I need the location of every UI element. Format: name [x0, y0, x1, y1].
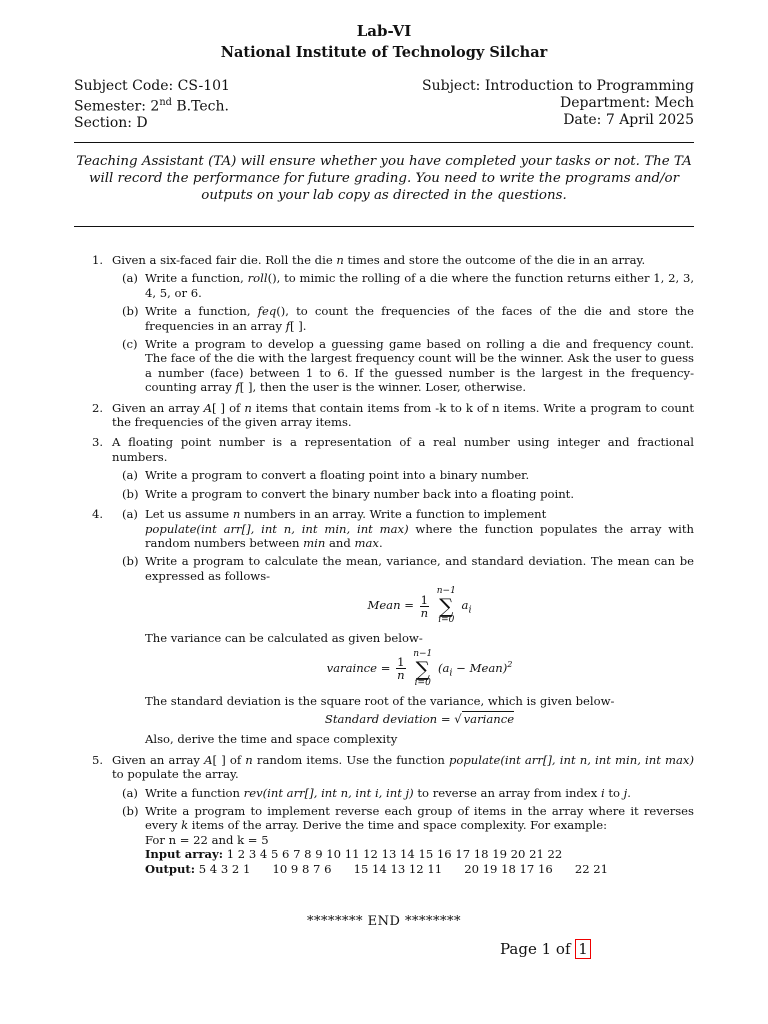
institute-name: National Institute of Technology Silchar	[220, 44, 548, 61]
subject: Subject: Introduction to Programming	[422, 78, 694, 94]
question-4: 4. (a) Let us assume n numbers in an array. Write a function to implement populate(int arr[], int n, int min, int max) where the function populates the array with random numbers between min and max. (b) Write a program to calculate the mean, variance, and standard deviation. The mean can be expressed as follows- Mean = $\frac{1}{n}$ n−1 ∑ i=0 $a_i$ The variance can be calculated as given below- varaince = $\frac{1}{n}$ n−1 ∑ i=0 ($a_i$ − Mean)$^2$ The standard deviation is the square root of the variance, which is given below- Standard deviation = √ variance Also, derive the time and space complexity	[92, 507, 694, 747]
question-list	[74, 253, 694, 882]
meta-right	[422, 78, 694, 128]
question-4a: (a) Let us assume n numbers in an array. Write a function to implement populate(int arr[], int n, int min, int max) where the function populates the array with random numbers between min and max.	[122, 507, 694, 550]
question-3a: (a) Write a program to convert a floating point into a binary number.	[122, 468, 530, 483]
intro-note: Teaching Assistant (TA) will ensure whether you have completed your tasks or not. The TA will record the performance for future grading. You need to write the programs and/or outputs on your lab copy as directed in the questions.	[76, 154, 692, 203]
example-params: For n = 22 and k = 5	[145, 832, 269, 847]
subject-code: Subject Code: CS-101	[74, 78, 230, 94]
question-3: 3. A floating point number is a representation of a real number using integer and fractional numbers. (a) Write a program to convert a floating point into a binary number. (b) Write a program to convert the binary number back into a floating point.	[92, 435, 694, 501]
question-1: 1. Given a six-faced fair die. Roll the die n times and store the outcome of the die in an array. (a) Write a function, roll(), to mimic the rolling of a die where the function returns either 1, 2, 3, 4, 5, or 6. (b) Write a function, feq(), to count the frequencies of the faces of the die and store the frequencies in an array f[ ]. (c) Write a program to develop a guessing game based on rolling a die and frequency count. The face of the die with the largest frequency count will be the winner. Ask the user to guess a number (face) between 1 to 6. If the guessed number is the largest in the frequency-counting array f[ ], then the user is the winner. Loser, otherwise.	[92, 253, 694, 395]
meta-left	[74, 78, 230, 132]
example-input: Input array: 1 2 3 4 5 6 7 8 9 10 11 12 13 14 15 16 17 18 19 20 21 22	[145, 847, 563, 862]
date: Date: 7 April 2025	[563, 111, 694, 128]
section: Section: D	[74, 115, 148, 132]
question-5a: (a) Write a function rev(int arr[], int n, int i, int j) to reverse an array from index i to j.	[122, 785, 631, 800]
question-3b: (b) Write a program to convert the binary number back into a floating point.	[122, 486, 575, 501]
page-total-link[interactable]: 1	[575, 939, 591, 959]
lab-title: Lab-VI	[356, 22, 412, 40]
question-5b: (b) Write a program to implement reverse each group of items in the array where it reverses every k items of the array. Derive the time and space complexity. For example: For n = 22 and k = 5 Input array: 1 2 3 4 5 6 7 8 9 10 11 12 13 14 15 16 17 18 19 20 21 22 Output: 5 4 3 2 1 10 9 8 7 6 15 14 13 12 11 20 19 18 17 16 22 21	[122, 803, 694, 876]
example-output: Output: 5 4 3 2 1 10 9 8 7 6 15 14 13 12 11 20 19 18 17 16 22 21	[145, 861, 609, 876]
question-2: 2. Given an array A[ ] of n items that contain items from -k to k of n items. Write a program to count the frequencies of the given array items.	[92, 400, 695, 430]
question-4b: (b) Write a program to calculate the mean, variance, and standard deviation. The mean can be expressed as follows- Mean = $\frac{1}{n}$ n−1 ∑ i=0 $a_i$ The variance can be calculated as given below- varaince = $\frac{1}{n}$ n−1 ∑ i=0 ($a_i$ − Mean)$^2$ The standard deviation is the square root of the variance, which is given below- Standard deviation = √ variance Also, derive the time and space complexity	[122, 554, 694, 747]
std-formula: Standard deviation = √ variance	[324, 711, 515, 726]
question-5: 5. Given an array A[ ] of n random items. Use the function populate(int arr[], int n, int min, int max) to populate the array. (a) Write a function rev(int arr[], int n, int i, int j) to reverse an array from index i to j. (b) Write a program to implement reverse each group of items in the array where it reverses every k items of the array. Derive the time and space complexity. For example: For n = 22 and k = 5 Input array: 1 2 3 4 5 6 7 8 9 10 11 12 13 14 15 16 17 18 19 20 21 22 Output: 5 4 3 2 1 10 9 8 7 6 15 14 13 12 11 20 19 18 17 16 22 21	[92, 752, 694, 876]
question-1b: (b) Write a function, feq(), to count the frequencies of the faces of the die and store the frequencies in an array f[ ].	[122, 304, 694, 333]
mean-formula: Mean = $\frac{1}{n}$ n−1 ∑ i=0 $a_i$	[367, 586, 472, 626]
question-1c: (c) Write a program to develop a guessing game based on rolling a die and frequency count. The face of the die with the largest frequency count will be the winner. Ask the user to guess a number (face) between 1 to 6. If the guessed number is the largest in the frequency-counting array f[ ], then the user is the winner. Loser, otherwise.	[122, 337, 694, 395]
top-rule	[74, 142, 694, 143]
end-marker: ******** END ********	[306, 914, 462, 929]
page-indicator: Page 1 of 1	[500, 940, 591, 958]
variance-formula: varaince = $\frac{1}{n}$ n−1 ∑ i=0 ($a_i$ − Mean)$^2$	[326, 648, 513, 688]
bottom-rule	[74, 226, 694, 227]
question-1a: (a) Write a function, roll(), to mimic the rolling of a die where the function returns either 1, 2, 3, 4, 5, or 6.	[122, 271, 694, 300]
department: Department: Mech	[560, 94, 694, 111]
semester: Semester: 2nd B.Tech.	[74, 96, 229, 115]
